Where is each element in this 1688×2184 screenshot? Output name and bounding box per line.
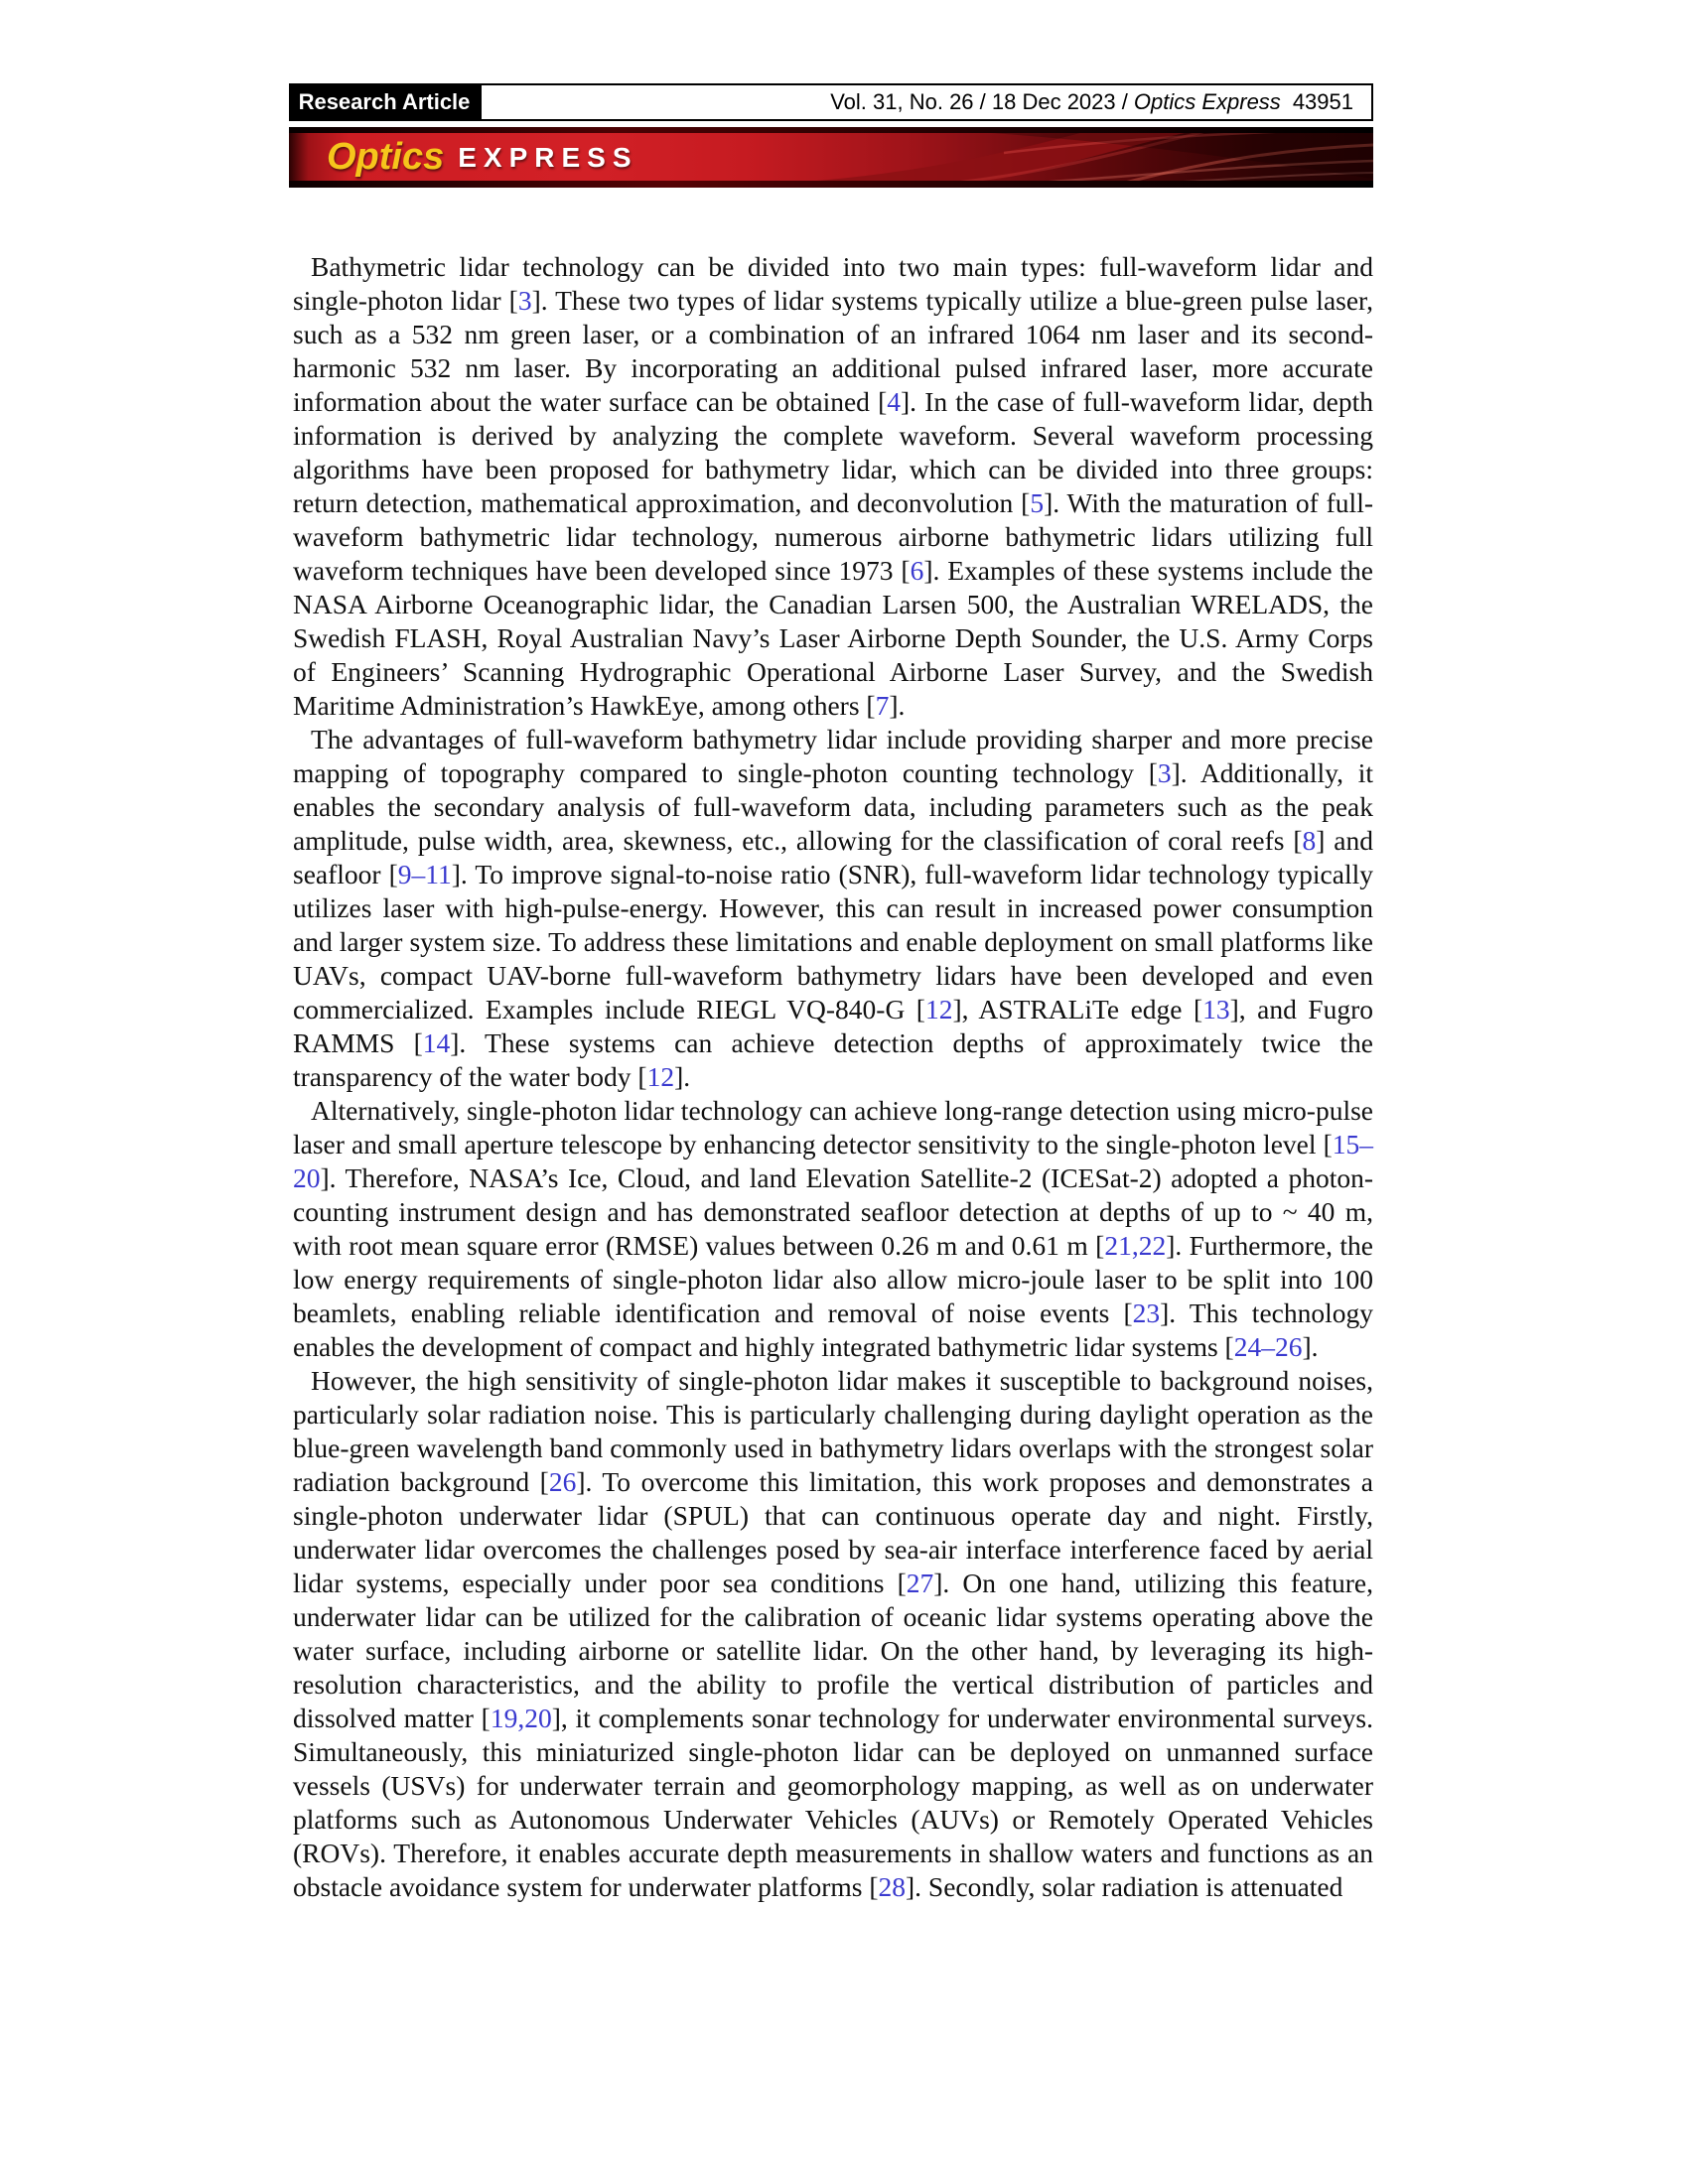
journal-logo (327, 127, 638, 188)
citation-page-number: 43951 (1292, 89, 1353, 114)
citation-ref[interactable]: 15–20 (293, 1129, 1373, 1193)
paragraph: However, the high sensitivity of single-photon lidar makes it susceptible to background noises, particularly solar radiation noise. This is particularly challenging during daylight operation as the blue-green wavelength band commonly used in bathymetry lidars overlaps with the strongest solar radiation background [26]. To overcome this limitation, this work proposes and demonstrates a single-photon underwater lidar (SPUL) that can continuous operate day and night. Firstly, underwater lidar overcomes the challenges posed by sea-air interface interference faced by aerial lidar systems, especially under poor sea conditions [27]. On one hand, utilizing this feature, underwater lidar can be utilized for the calibration of oceanic lidar systems operating above the water surface, including airborne or satellite lidar. On the other hand, by leveraging its high-resolution characteristics, and the ability to profile the vertical distribution of particles and dissolved matter [19,20], it complements sonar technology for underwater environmental surveys. Simultaneously, this miniaturized single-photon lidar can be deployed on unmanned surface vessels (USVs) for underwater terrain and geomorphology mapping, as well as on underwater platforms such as Autonomous Underwater Vehicles (AUVs) or Remotely Operated Vehicles (ROVs). Therefore, it enables accurate depth measurements in shallow waters and functions as an obstacle avoidance system for underwater platforms [28]. Secondly, solar radiation is attenuated (293, 1365, 1374, 1902)
express-logo-text: EXPRESS (458, 141, 638, 173)
article-body (293, 250, 1373, 1904)
citation-ref[interactable]: 26 (548, 1466, 577, 1497)
article-type-badge: Research Article (289, 83, 480, 121)
citation-ref[interactable]: 3 (517, 285, 532, 316)
citation-ref[interactable]: 4 (887, 386, 901, 417)
optics-logo-text: Optics (327, 136, 445, 178)
citation-ref[interactable]: 5 (1030, 487, 1045, 518)
header-row (289, 83, 1373, 121)
citation-text: Vol. 31, No. 26 / 18 Dec 2023 / (830, 89, 1128, 114)
citation-box (480, 83, 1373, 121)
paragraph: Bathymetric lidar technology can be divided into two main types: full-waveform lidar and single-photon lidar [3]. These two types of lidar systems typically utilize a blue-green pulse laser, such as a 532 nm green laser, or a combination of an infrared 1064 nm laser and its second-harmonic 532 nm laser. By incorporating an additional pulsed infrared laser, more accurate information about the water surface can be obtained [4]. In the case of full-waveform lidar, depth information is derived by analyzing the complete waveform. Several waveform processing algorithms have been proposed for bathymetry lidar, which can be divided into three groups: return detection, mathematical approximation, and deconvolution [5]. With the maturation of full-waveform bathymetric lidar technology, numerous airborne bathymetric lidars utilizing full waveform techniques have been developed since 1973 [6]. Examples of these systems include the NASA Airborne Oceanographic lidar, the Canadian Larsen 500, the Australian WRELADS, the Swedish FLASH, Royal Australian Navy’s Laser Airborne Depth Sounder, the U.S. Army Corps of Engineers’ Scanning Hydrographic Operational Airborne Laser Survey, and the Swedish Maritime Administration’s HawkEye, among others [7]. (293, 251, 1373, 721)
citation-ref[interactable]: 7 (875, 690, 890, 721)
citation-ref[interactable]: 27 (906, 1568, 934, 1598)
citation-ref[interactable]: 19,20 (490, 1703, 552, 1733)
citation-ref[interactable]: 14 (422, 1027, 451, 1058)
journal-name: Optics Express (1133, 89, 1281, 114)
citation-ref[interactable]: 3 (1157, 757, 1172, 788)
paragraph: The advantages of full-waveform bathymetry lidar include providing sharper and more precise mapping of topography compared to single-photon counting technology [3]. Additionally, it enables the secondary analysis of full-waveform data, including parameters such as the peak amplitude, pulse width, area, skewness, etc., allowing for the classification of coral reefs [8] and seafloor [9–11]. To improve signal-to-noise ratio (SNR), full-waveform lidar technology typically utilizes laser with high-pulse-energy. However, this can result in increased power consumption and larger system size. To address these limitations and enable deployment on small platforms like UAVs, compact UAV-borne full-waveform bathymetry lidars have been developed and even commercialized. Examples include RIEGL VQ-840-G [12], ASTRALiTe edge [13], and Fugro RAMMS [14]. These systems can achieve detection depths of approximately twice the transparency of the water body [12]. (293, 724, 1374, 1092)
citation-ref[interactable]: 8 (1302, 825, 1317, 856)
citation-ref[interactable]: 9–11 (397, 859, 452, 889)
paragraph: Alternatively, single-photon lidar technology can achieve long-range detection using micro-pulse laser and small aperture telescope by enhancing detector sensitivity to the single-photon level [15–20]. Therefore, NASA’s Ice, Cloud, and land Elevation Satellite-2 (ICESat-2) adopted a photon-counting instrument design and has demonstrated seafloor detection at depths of up to ~ 40 m, with root mean square error (RMSE) values between 0.26 m and 0.61 m [21,22]. Furthermore, the low energy requirements of single-photon lidar also allow micro-joule laser to be split into 100 beamlets, enabling reliable identification and removal of noise events [23]. This technology enables the development of compact and highly integrated bathymetric lidar systems [24–26]. (293, 1095, 1374, 1362)
citation-ref[interactable]: 21,22 (1104, 1230, 1167, 1261)
citation-ref[interactable]: 13 (1202, 994, 1230, 1024)
journal-banner (289, 127, 1373, 188)
citation-ref[interactable]: 12 (924, 994, 953, 1024)
citation-ref[interactable]: 6 (910, 555, 924, 586)
citation-ref[interactable]: 24–26 (1233, 1331, 1303, 1362)
citation-ref[interactable]: 12 (646, 1061, 675, 1092)
citation-ref[interactable]: 28 (878, 1871, 907, 1902)
citation-ref[interactable]: 23 (1132, 1297, 1161, 1328)
